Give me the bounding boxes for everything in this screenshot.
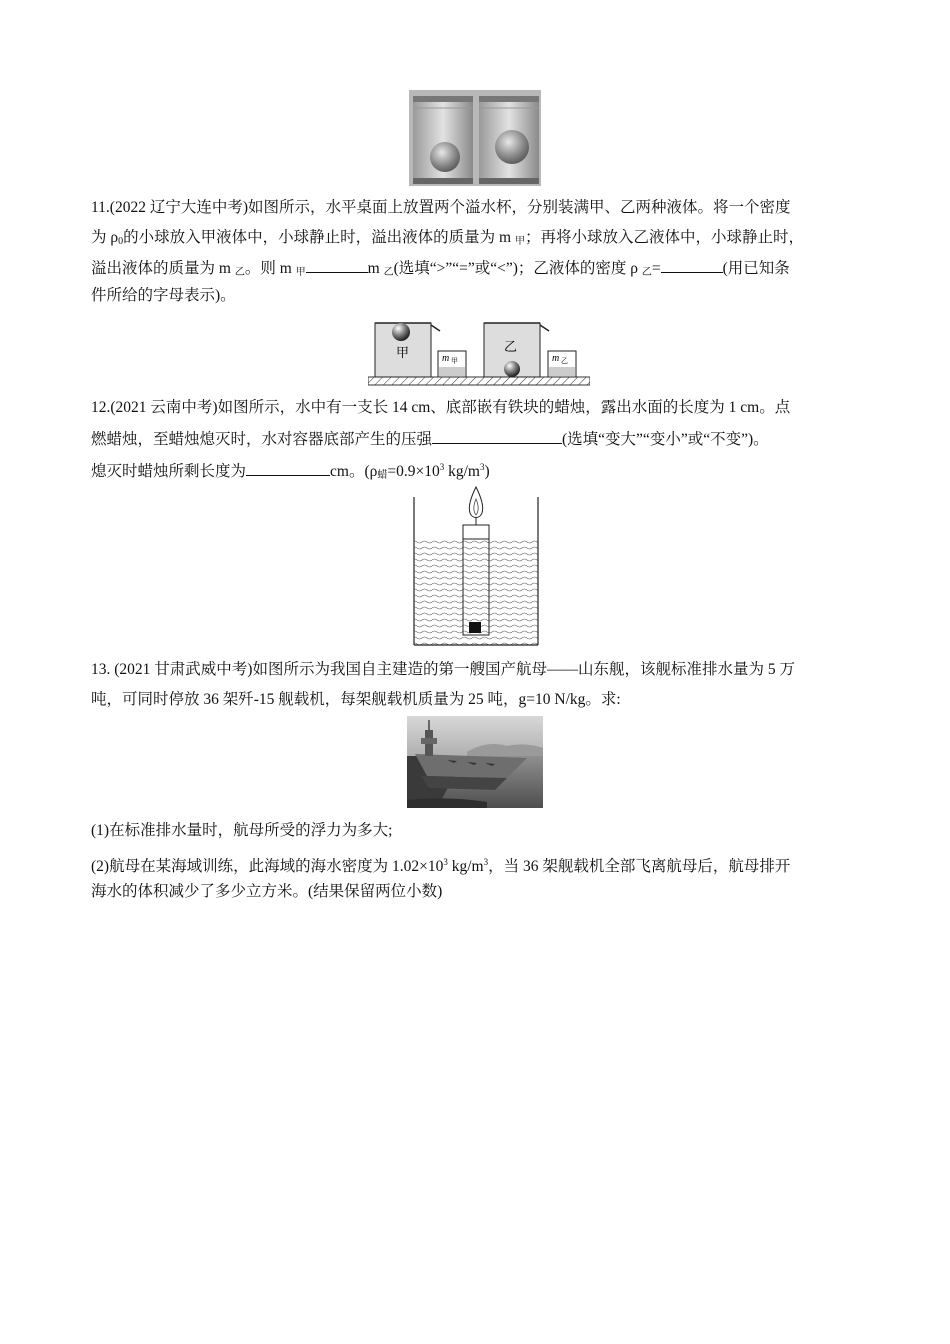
q13-line-1: 13. (2021 甘肃武威中考)如图所示为我国自主建造的第一艘国产航母——山东舰，该舰标准排水量为 5 万: [91, 661, 795, 678]
svg-text:m: m: [552, 353, 560, 364]
svg-text:乙: 乙: [561, 357, 568, 365]
svg-text:m: m: [442, 353, 450, 364]
overflow-cups-diagram: [368, 315, 590, 387]
q13-line-2: 吨，可同时停放 36 架歼-15 舰载机，每架舰载机质量为 25 吨，g=10 N/kg。求:: [91, 691, 621, 708]
q11-blank-1[interactable]: [306, 257, 368, 273]
svg-text:甲: 甲: [451, 357, 458, 365]
q11-line-2: 为 $\rho_0$的小球放入甲液体中，小球静止时，溢出液体的质量为 m $_甲$；再将小球放入乙液体中，小球静止时，: [91, 229, 804, 247]
q12-blank-2[interactable]: [246, 460, 330, 476]
label-jia: 甲: [396, 346, 410, 361]
q13-part-1: (1)在标准排水量时，航母所受的浮力为多大;: [91, 822, 393, 839]
label-yi: 乙: [504, 340, 518, 355]
q11-blank-2[interactable]: [661, 257, 723, 273]
q12-blank-1[interactable]: [432, 428, 562, 444]
q13-part-2: (2)航母在某海域训练，此海域的海水密度为 $1.02\times 10^3$ $kg/m^3$，当 36 架舰载机全部飞离航母后，航母排开: [91, 857, 791, 875]
q11-line-1: 11.(2022 辽宁大连中考)如图所示，水平桌面上放置两个溢水杯，分别装满甲、乙两种液体。将一个密度: [91, 199, 791, 216]
q12-line-2: 燃蜡烛，至蜡烛熄灭时，水对容器底部产生的压强 (选填“变大”“变小”或“不变”)。: [91, 428, 769, 450]
candle-diagram: [412, 485, 540, 647]
q12-line-1: 12.(2021 云南中考)如图所示，水中有一支长 14 cm、底部嵌有铁块的蜡烛，露出水面的长度为 1 cm。点: [91, 399, 791, 416]
q11-line-4: 件所给的字母表示)。: [91, 287, 236, 304]
beakers-photo: [409, 90, 541, 186]
q13-part-2-cont: 海水的体积减少了多少立方米。(结果保留两位小数): [91, 883, 443, 900]
q11-line-3: 溢出液体的质量为 m $_乙$。则 m $_甲$ m $_乙$(选填“>”“=”或“<”)；乙液体的密度 ρ $_乙$= (用已知条: [91, 257, 790, 283]
aircraft-carrier-photo: [407, 716, 543, 808]
q12-line-3: 熄灭时蜡烛所剩长度为 cm。($\rho_蜡=0.9\times 10^3$ $kg/m^3$): [91, 462, 490, 481]
